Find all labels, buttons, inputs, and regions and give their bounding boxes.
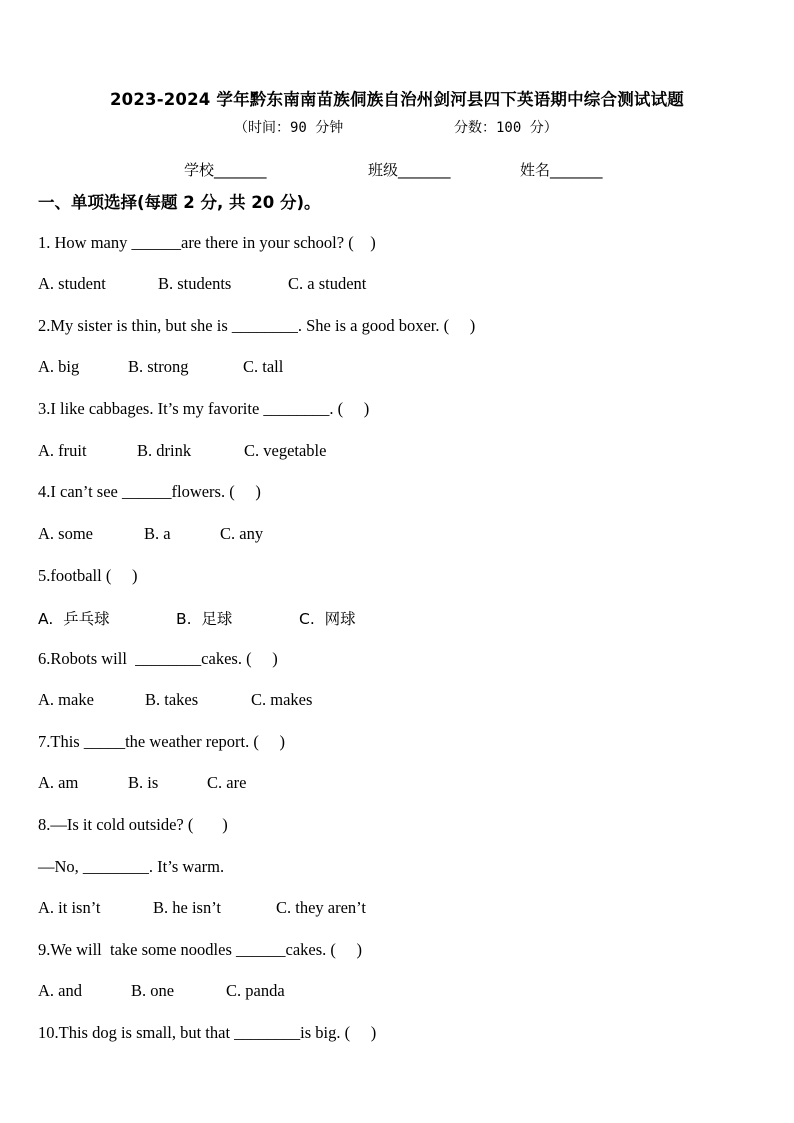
q1-option-c[interactable]: C. a student: [288, 274, 367, 293]
q2-option-a[interactable]: A. big: [38, 357, 80, 376]
q9-option-c[interactable]: C. panda: [226, 981, 285, 1000]
q7-option-c[interactable]: C. are: [207, 773, 247, 792]
q3-option-a[interactable]: A. fruit: [38, 441, 87, 460]
q8-option-a[interactable]: A. it isn’t: [38, 898, 101, 917]
q5-option-c[interactable]: C. 网球: [299, 610, 356, 628]
q3-option-b[interactable]: B. drink: [137, 441, 192, 460]
q1-option-b[interactable]: B. students: [158, 274, 232, 293]
class-field[interactable]: 班级_______: [368, 161, 451, 179]
question-1: 1. How many ______are there in your school? ( ): [38, 233, 376, 252]
q5-option-a[interactable]: A. 乒乓球: [38, 610, 110, 628]
question-5: 5.football ( ): [38, 566, 138, 585]
question-7: 7.This _____the weather report. ( ): [38, 732, 285, 751]
q4-option-a[interactable]: A. some: [38, 524, 93, 543]
exam-time: （时间：90 分钟: [234, 120, 344, 136]
section-heading: 一、单项选择(每题 2 分, 共 20 分)。: [38, 193, 321, 212]
question-3: 3.I like cabbages. It’s my favorite ________. ( ): [38, 399, 370, 418]
name-field[interactable]: 姓名_______: [520, 161, 603, 179]
exam-title: 2023-2024 学年黔东南南苗族侗族自治州剑河县四下英语期中综合测试试题: [109, 90, 685, 109]
q2-option-c[interactable]: C. tall: [243, 357, 284, 376]
q2-option-b[interactable]: B. strong: [128, 357, 189, 376]
q7-option-a[interactable]: A. am: [38, 773, 79, 792]
q1-option-a[interactable]: A. student: [38, 274, 106, 293]
q8-option-c[interactable]: C. they aren’t: [276, 898, 366, 917]
question-4: 4.I can’t see ______flowers. ( ): [38, 482, 261, 501]
q3-option-c[interactable]: C. vegetable: [244, 441, 327, 460]
question-10: 10.This dog is small, but that ________is big. ( ): [38, 1023, 377, 1042]
q6-option-b[interactable]: B. takes: [145, 690, 199, 709]
q9-option-a[interactable]: A. and: [38, 981, 82, 1000]
q6-option-a[interactable]: A. make: [38, 690, 94, 709]
question-8: 8.—Is it cold outside? ( ): [38, 815, 228, 834]
q4-option-b[interactable]: B. a: [144, 524, 171, 543]
q6-option-c[interactable]: C. makes: [251, 690, 313, 709]
exam-score: 分数：100 分）: [454, 120, 558, 136]
q4-option-c[interactable]: C. any: [220, 524, 264, 543]
q5-option-b[interactable]: B. 足球: [176, 610, 233, 628]
question-9: 9.We will take some noodles ______cakes. ( ): [38, 940, 363, 959]
school-field[interactable]: 学校_______: [184, 161, 267, 179]
q9-option-b[interactable]: B. one: [131, 981, 175, 1000]
question-2: 2.My sister is thin, but she is ________. She is a good boxer. ( ): [38, 316, 476, 335]
q7-option-b[interactable]: B. is: [128, 773, 159, 792]
q8-option-b[interactable]: B. he isn’t: [153, 898, 221, 917]
question-8-response: —No, ________. It’s warm.: [38, 857, 225, 876]
question-6: 6.Robots will ________cakes. ( ): [38, 649, 278, 668]
